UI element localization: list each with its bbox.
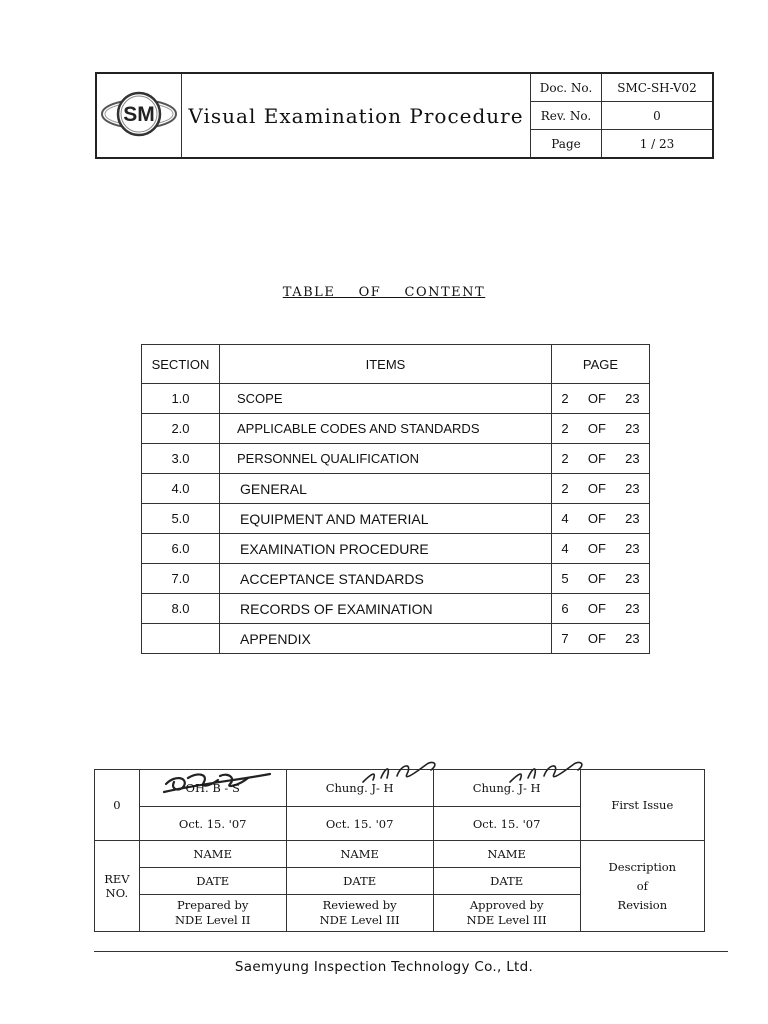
- toc-section: 3.0: [142, 444, 220, 474]
- prepared-date: Oct. 15. '07: [139, 807, 286, 841]
- logo-cell: [96, 73, 182, 158]
- date-header: DATE: [433, 868, 580, 895]
- toc-header-row: [142, 345, 650, 384]
- toc-page: 7 OF 23: [552, 624, 650, 654]
- revision-description: First Issue: [580, 770, 704, 841]
- toc-row: [142, 624, 650, 654]
- prepared-level-label: NDE Level II: [174, 913, 251, 927]
- company-logo: [100, 89, 178, 139]
- rev-header-line2: NO.: [105, 886, 129, 900]
- name-header: NAME: [139, 841, 286, 868]
- prepared-role: [139, 895, 286, 932]
- toc-item: GENERAL: [220, 474, 552, 504]
- toc-page: 2 OF 23: [552, 414, 650, 444]
- footer-company: Saemyung Inspection Technology Co., Ltd.: [234, 959, 534, 975]
- toc-item: EXAMINATION PROCEDURE: [220, 534, 552, 564]
- toc-row: [142, 414, 650, 444]
- toc-item: EQUIPMENT AND MATERIAL: [220, 504, 552, 534]
- toc-item: RECORDS OF EXAMINATION: [220, 594, 552, 624]
- revision-number: 0: [95, 770, 140, 841]
- approved-by-label: Approved by: [469, 898, 544, 912]
- toc-item: PERSONNEL QUALIFICATION: [220, 444, 552, 474]
- date-header: DATE: [286, 868, 433, 895]
- toc-row: [142, 474, 650, 504]
- logo-text: SM: [123, 102, 155, 126]
- toc-row: [142, 444, 650, 474]
- toc-page: 2 OF 23: [552, 474, 650, 504]
- toc-item: APPLICABLE CODES AND STANDARDS: [220, 414, 552, 444]
- toc-page: 6 OF 23: [552, 594, 650, 624]
- toc-section: 7.0: [142, 564, 220, 594]
- page-value: 1 / 23: [602, 130, 714, 159]
- prepared-name-text: OH. B - S: [185, 781, 240, 795]
- desc-header-line3: Revision: [617, 897, 668, 912]
- description-header: [580, 841, 704, 932]
- toc-row: [142, 594, 650, 624]
- reviewed-role: [286, 895, 433, 932]
- toc-section: 2.0: [142, 414, 220, 444]
- desc-header-line2: of: [636, 878, 648, 893]
- toc-section: 6.0: [142, 534, 220, 564]
- prepared-by-label: Prepared by: [176, 898, 249, 912]
- approved-role: [433, 895, 580, 932]
- prepared-name: [139, 770, 286, 807]
- toc-item: SCOPE: [220, 384, 552, 414]
- toc-page: 4 OF 23: [552, 504, 650, 534]
- toc-row: [142, 534, 650, 564]
- page-label: Page: [531, 130, 602, 159]
- reviewed-name-text: Chung. J- H: [325, 781, 394, 795]
- reviewed-date: Oct. 15. '07: [286, 807, 433, 841]
- toc-section: [142, 624, 220, 654]
- toc-section: 1.0: [142, 384, 220, 414]
- approved-name-text: Chung. J- H: [472, 781, 541, 795]
- approved-level-label: NDE Level III: [466, 913, 547, 927]
- rev-no-label: Rev. No.: [531, 102, 602, 130]
- date-header: DATE: [139, 868, 286, 895]
- toc-page: 2 OF 23: [552, 384, 650, 414]
- toc-row: [142, 504, 650, 534]
- toc-header-items: ITEMS: [220, 345, 552, 384]
- rev-header-line1: REV: [104, 872, 130, 886]
- toc-row: [142, 564, 650, 594]
- doc-no-label: Doc. No.: [531, 73, 602, 102]
- toc-section: 4.0: [142, 474, 220, 504]
- toc-section: 8.0: [142, 594, 220, 624]
- approved-name: [433, 770, 580, 807]
- name-header: NAME: [286, 841, 433, 868]
- approved-date: Oct. 15. '07: [433, 807, 580, 841]
- approval-table: [94, 769, 705, 932]
- toc-page: 5 OF 23: [552, 564, 650, 594]
- toc-row: [142, 384, 650, 414]
- footer-divider: [94, 951, 728, 952]
- toc-header-page: PAGE: [552, 345, 650, 384]
- toc-title: TABLE OF CONTENT: [282, 285, 486, 300]
- toc-page: 4 OF 23: [552, 534, 650, 564]
- toc-table: [141, 344, 650, 654]
- document-header: [95, 72, 714, 159]
- rev-no-value: 0: [602, 102, 714, 130]
- toc-item: APPENDIX: [220, 624, 552, 654]
- toc-item: ACCEPTANCE STANDARDS: [220, 564, 552, 594]
- desc-header-line1: Description: [608, 859, 677, 874]
- doc-no-value: SMC-SH-V02: [602, 73, 714, 102]
- toc-section: 5.0: [142, 504, 220, 534]
- reviewed-level-label: NDE Level III: [319, 913, 400, 927]
- toc-page: 2 OF 23: [552, 444, 650, 474]
- toc-header-section: SECTION: [142, 345, 220, 384]
- name-header: NAME: [433, 841, 580, 868]
- reviewed-by-label: Reviewed by: [322, 898, 397, 912]
- rev-no-header: [95, 841, 140, 932]
- document-title: Visual Examination Procedure: [182, 73, 531, 158]
- reviewed-name: [286, 770, 433, 807]
